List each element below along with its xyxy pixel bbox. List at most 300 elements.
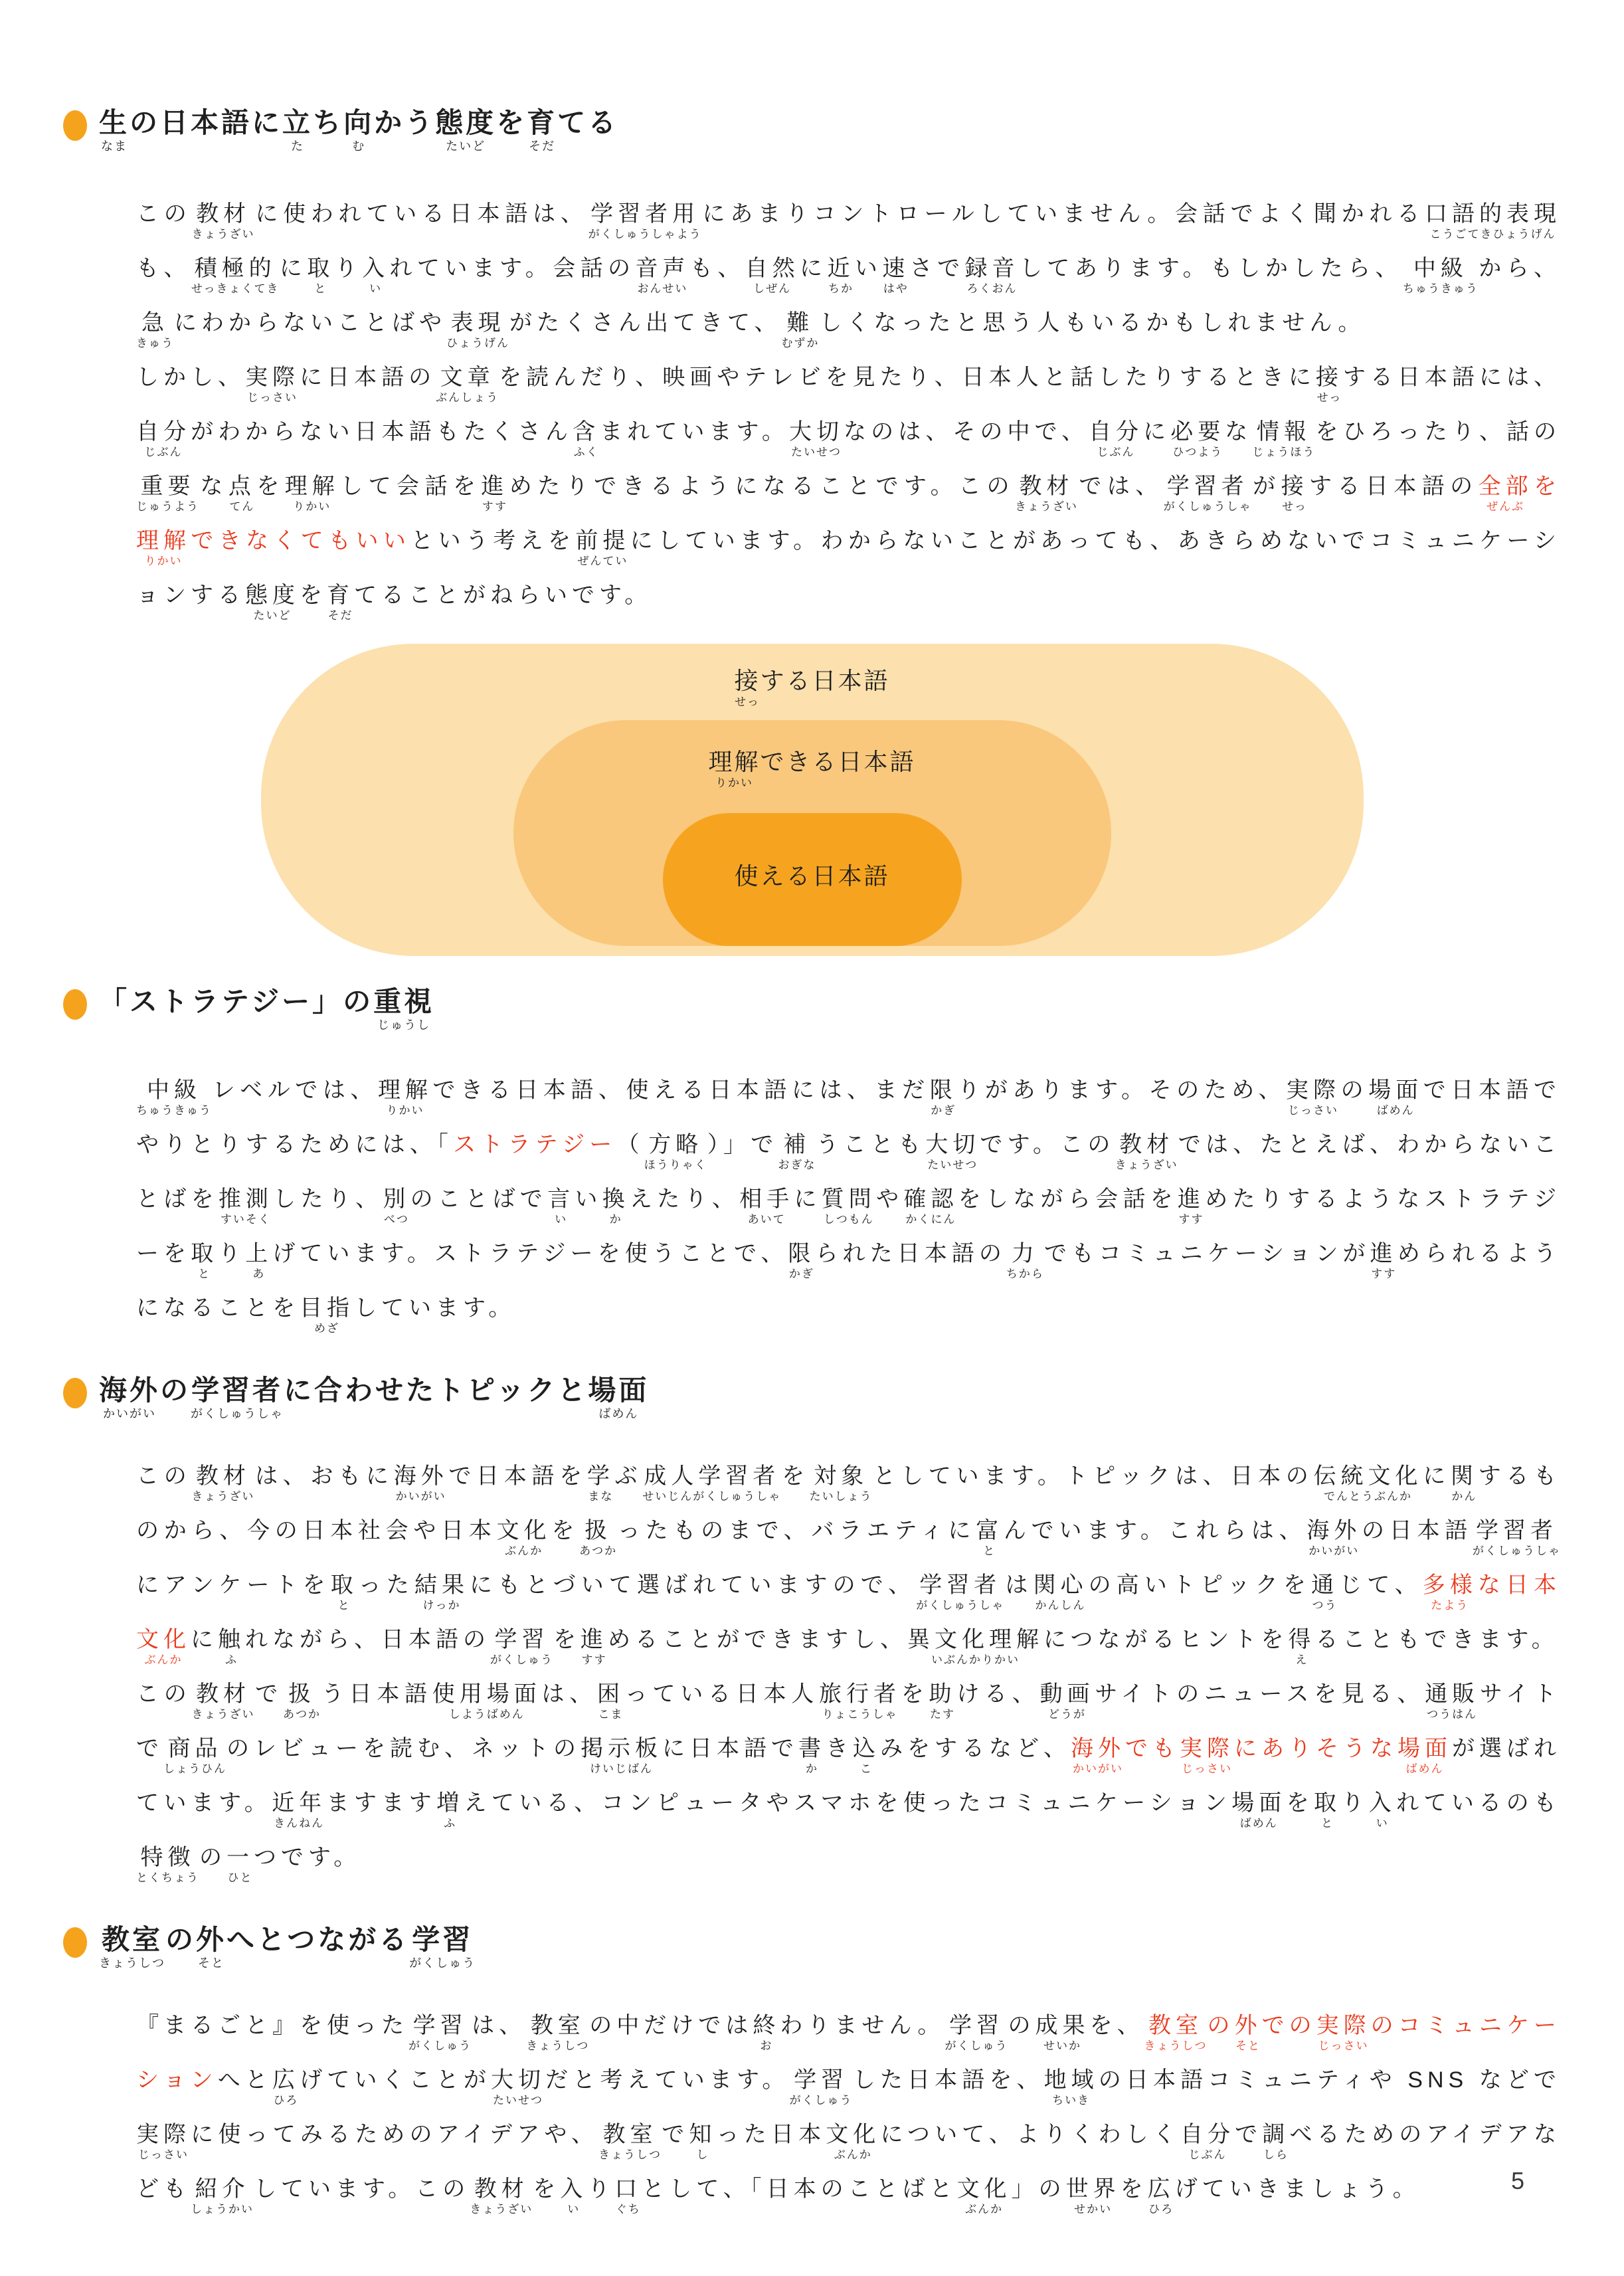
outer-ellipse-label: [734, 668, 889, 708]
text-run: えている、コンピュータやスマホを使ったコミュニケーション: [464, 1790, 1232, 1816]
text-run: 「ストラテジー」の: [99, 986, 374, 1017]
ruby-group: 海外 かいがい: [1071, 1736, 1125, 1775]
page-number: 5: [1510, 2167, 1524, 2194]
ruby-group: 学習 がくしゅう: [408, 2013, 472, 2052]
ruby-group: 入 い: [362, 256, 390, 295]
ruby-group: 文章 ぶんしょう: [436, 365, 499, 404]
ruby-group: 文化 ぶんか: [826, 2122, 881, 2161]
text-run: 」の: [1011, 2176, 1066, 2202]
ruby-group: 伝統文化 でんとうぶんか: [1313, 1464, 1423, 1503]
text-run: しかし、: [136, 365, 246, 390]
ruby-group: 外 そと: [1234, 2013, 1262, 2052]
ruby-group: 重要 じゅうよう: [136, 474, 199, 513]
ruby-group: 知 し: [689, 2122, 717, 2161]
text-run: に: [799, 256, 828, 281]
ruby-group: 扱 あつか: [283, 1681, 321, 1721]
ruby-group: 理解 りかい: [708, 748, 761, 789]
text-run: しています。この: [254, 2176, 470, 2202]
text-run: の: [1207, 2013, 1235, 2038]
text-run: にありそうな: [1234, 1736, 1398, 1761]
text-run: り: [587, 2176, 615, 2202]
text-run: の: [1008, 2013, 1036, 2038]
text-run: で: [254, 1681, 283, 1707]
text-run: サイトのニュースを見る、: [1094, 1681, 1425, 1707]
ruby-group: 言 い: [547, 1186, 575, 1226]
text-run: にアンケートを: [136, 1572, 331, 1598]
text-run: として、「日本のことばと: [642, 2176, 957, 2202]
text-run: の日本語コミュニティや SNS などで: [1098, 2067, 1562, 2093]
ruby-group: 場面 ばめん: [1398, 1736, 1452, 1775]
text-run: を: [533, 2176, 561, 2202]
text-run: げていきましょう。: [1174, 2176, 1420, 2202]
ruby-group: 扱 あつか: [579, 1518, 618, 1557]
ruby-group: 広 ひろ: [272, 2067, 300, 2107]
text-run: サイトで: [136, 1681, 1562, 1761]
ruby-group: 換 か: [602, 1186, 630, 1226]
ruby-group: 外 そと: [196, 1924, 227, 1970]
ruby-group: 通販 つうはん: [1425, 1681, 1480, 1721]
text-run: するものから、今の日本社会や日本: [136, 1464, 1562, 1543]
ruby-group: 一 ひと: [226, 1845, 254, 1884]
text-run: げていくことが: [299, 2067, 491, 2093]
text-run: できなくてもいい: [191, 528, 411, 553]
text-run: この: [136, 1681, 192, 1707]
ruby-group: 難 むずか: [781, 310, 820, 349]
text-run: めたりできるようになることです。この: [508, 474, 1015, 499]
ruby-group: 方略 ほうりゃく: [644, 1132, 707, 1171]
text-run: げています。ストラテジーを使うことで、: [272, 1241, 788, 1266]
ruby-group: 文化 ぶんか: [136, 1627, 191, 1666]
ruby-group: 接 せっ: [734, 667, 761, 708]
ruby-group: 地域 ちいき: [1043, 2067, 1099, 2107]
text-run: しくなったと思う人もいるかもしれません。: [819, 310, 1366, 335]
text-run: の日本語に: [130, 107, 283, 138]
text-run: に: [1143, 419, 1171, 444]
ruby-group: 困 こま: [597, 1681, 624, 1721]
text-run: なのは、その中で、: [843, 419, 1089, 444]
text-run: の高いトピックを: [1087, 1572, 1311, 1598]
text-run: ち: [313, 107, 344, 138]
paragraph: [136, 1667, 1561, 1885]
ruby-group: 教室 きょうしつ: [526, 2013, 590, 2052]
text-run: へとつながる: [226, 1924, 410, 1955]
ruby-group: 動画 どうが: [1039, 1681, 1095, 1721]
text-run: がわからない日本語もたくさん: [191, 419, 573, 444]
ruby-group: 実際 じっさい: [1286, 1078, 1341, 1117]
ruby-group: 別 べつ: [383, 1186, 410, 1226]
ruby-group: 進 すす: [1177, 1186, 1205, 1226]
ruby-group: 急 きゅう: [136, 310, 174, 349]
ruby-group: 情報 じょうほう: [1252, 419, 1316, 458]
text-run: する日本語の: [1308, 474, 1479, 499]
ruby-group: 全部 ぜんぶ: [1478, 474, 1533, 513]
ruby-group: 入 い: [1368, 1790, 1396, 1830]
text-run: のことばで: [410, 1186, 548, 1212]
text-run: にあまりコントロールしていません。会話でよく聞かれる: [701, 201, 1425, 227]
text-run: てることがねらいです。: [354, 583, 652, 608]
ruby-group: 積極的 せっきょくてき: [191, 256, 280, 295]
paragraph: [136, 1063, 1561, 1335]
ruby-group: 特徴 とくちょう: [136, 1845, 199, 1884]
ruby-group: 上 あ: [245, 1241, 273, 1280]
ruby-group: 生 なま: [99, 107, 130, 153]
text-run: での: [1261, 2013, 1316, 2038]
text-run: の: [1340, 1078, 1369, 1103]
ruby-group: 音声 おんせい: [635, 256, 690, 295]
ruby-group: 目指 めざ: [300, 1295, 354, 1335]
text-run: してあります。もしかしたら、: [1019, 256, 1403, 281]
text-run: は、: [541, 1681, 597, 1707]
text-run: れながら、日本語の: [245, 1627, 490, 1652]
ruby-group: 育 そだ: [527, 107, 558, 153]
text-run: を: [553, 1627, 581, 1652]
text-run: を: [1120, 2176, 1148, 2202]
text-run: ける、: [956, 1681, 1040, 1707]
text-run: でも: [1125, 1736, 1180, 1761]
middle-ellipse-label: [708, 749, 915, 789]
ruby-group: 商品 しょうひん: [163, 1736, 226, 1775]
ruby-group: 教材 きょうざい: [191, 1681, 255, 1721]
text-run: な: [199, 474, 228, 499]
text-run: で日本語を: [448, 1464, 587, 1489]
text-run: （: [616, 1132, 644, 1157]
text-run: する日本語: [760, 667, 890, 694]
ruby-group: 向 む: [343, 107, 375, 153]
ruby-group: 教室 きょうしつ: [99, 1924, 165, 1970]
ruby-group: 学習者 がくしゅうしゃ: [916, 1572, 1005, 1612]
text-run: の: [165, 1924, 197, 1955]
text-run: この: [136, 201, 192, 227]
ruby-group: 助 たす: [929, 1681, 956, 1721]
ruby-group: 学習者 がくしゅうしゃ: [1163, 474, 1252, 513]
text-run: った: [357, 1572, 414, 1598]
ruby-group: 限 かぎ: [788, 1241, 816, 1280]
text-run: も、: [136, 256, 191, 281]
text-run: です。この: [980, 1132, 1115, 1157]
ruby-group: 関 かん: [1450, 1464, 1478, 1503]
ruby-group: 教材 きょうざい: [1014, 474, 1078, 513]
text-run: かう: [374, 107, 436, 138]
ruby-group: 世界 せかい: [1065, 2176, 1121, 2216]
ruby-group: 教室 きょうしつ: [598, 2122, 662, 2161]
ruby-group: 学 まな: [586, 1464, 614, 1503]
text-run: に: [1422, 1464, 1451, 1489]
ruby-group: 取 と: [307, 256, 335, 295]
ruby-group: 学習 がくしゅう: [490, 1627, 553, 1666]
orange-bullet-icon: [63, 110, 87, 141]
text-run: な: [1225, 419, 1253, 444]
ruby-group: 対象 たいしょう: [809, 1464, 873, 1503]
ruby-group: 実際 じっさい: [245, 365, 300, 404]
text-run: のレビューを読む、ネットの: [226, 1736, 581, 1761]
ruby-group: 点 てん: [228, 474, 256, 513]
ruby-group: 中級 ちゅうきゅう: [1402, 256, 1479, 295]
section-heading-raw-japanese: [63, 106, 1561, 152]
text-run: が: [1251, 474, 1281, 499]
text-run: まれています。: [600, 419, 789, 444]
section-title: [99, 106, 618, 152]
section-body-outside-classroom: [136, 1998, 1561, 2216]
ruby-group: 広 ひろ: [1147, 2176, 1175, 2216]
ruby-group: 大切 たいせつ: [491, 2067, 545, 2107]
ruby-group: 理解 りかい: [136, 528, 191, 567]
nested-japanese-scope-diagram: [63, 644, 1561, 956]
ruby-group: 進 すす: [581, 1627, 608, 1666]
ruby-group: 近年 きんねん: [272, 1790, 327, 1830]
text-run: う日本語: [321, 1681, 432, 1707]
ruby-group: 場面 ばめん: [1368, 1078, 1423, 1117]
text-run: をひろったり、話の: [1315, 419, 1562, 444]
text-run: では、たとえば、わからないことばを: [136, 1132, 1562, 1212]
text-run: この: [136, 1464, 192, 1489]
section-title: [99, 1374, 649, 1420]
text-run: めたりするようなストラテジーを: [136, 1186, 1562, 1266]
ruby-group: 掲示板 けいじばん: [581, 1736, 662, 1775]
text-run: り: [218, 1241, 246, 1266]
ruby-group: 大切 たいせつ: [925, 1132, 980, 1171]
text-run: を読んだり、映画やテレビを見たり、日本人と話したりするときに: [499, 365, 1316, 390]
text-run: に日本語で: [662, 1736, 798, 1761]
ruby-group: 取 と: [330, 1572, 358, 1612]
text-run: した日本語を、: [852, 2067, 1044, 2093]
text-run: べるためのアイデアなども: [136, 2122, 1562, 2202]
ruby-group: 紹介 しょうかい: [191, 2176, 254, 2216]
text-run: できる日本語、使える日本語には、まだ: [432, 1078, 930, 1103]
text-run: じて、: [1338, 1572, 1423, 1598]
ruby-group: 文化 ぶんか: [496, 1518, 551, 1557]
ruby-group: 触 ふ: [218, 1627, 245, 1666]
ruby-group: 富 と: [976, 1518, 1004, 1557]
text-run: んでいます。これらは、: [1003, 1518, 1307, 1543]
text-run: き: [826, 1736, 853, 1761]
ruby-group: 実際 じっさい: [136, 2122, 191, 2161]
text-run: を: [551, 1518, 580, 1543]
ruby-group: 近 ちか: [827, 256, 855, 295]
ruby-group: 教材 きょうざい: [191, 1464, 255, 1503]
ruby-group: 理解 りかい: [377, 1078, 432, 1117]
ruby-group: 増 ふ: [436, 1790, 464, 1830]
ruby-group: 自分 じぶん: [1089, 419, 1144, 458]
text-run: が選ばれています。: [136, 1736, 1561, 1816]
text-run: という考えを: [410, 528, 576, 553]
ruby-group: 接 せっ: [1315, 365, 1343, 404]
section-title: [99, 985, 434, 1031]
text-run: い: [575, 1186, 602, 1212]
text-run: に日本語の: [300, 365, 436, 390]
text-run: の中だけでは: [589, 2013, 753, 2038]
ruby-group: 口語的表現 こうごてきひょうげん: [1425, 201, 1562, 240]
ruby-group: 学習者 がくしゅうしゃ: [191, 1375, 284, 1420]
ruby-group: 質問 しつもん: [821, 1186, 876, 1226]
ruby-group: 通 つう: [1311, 1572, 1338, 1612]
text-run: られた日本語の: [815, 1241, 1006, 1266]
text-run: うことも: [816, 1132, 926, 1157]
text-run: った日本: [716, 2122, 826, 2147]
text-run: で: [1234, 2122, 1263, 2147]
text-run: 使える日本語: [734, 862, 890, 890]
text-run: がたくさん出てきて、: [509, 310, 782, 335]
text-run: さで: [909, 256, 965, 281]
ruby-group: 含 ふく: [573, 419, 600, 458]
text-run: へと: [217, 2067, 272, 2093]
text-run: り: [1341, 1790, 1369, 1816]
text-run: を: [300, 583, 327, 608]
ruby-group: 進 すす: [1370, 1241, 1398, 1280]
ruby-group: 力 ちから: [1006, 1241, 1044, 1280]
text-run: ますます: [326, 1790, 437, 1816]
ruby-group: 海外 かいがい: [99, 1375, 161, 1420]
section-title: [99, 1923, 476, 1969]
ruby-group: 得 え: [1288, 1627, 1316, 1666]
text-run: みをするなど、: [880, 1736, 1071, 1761]
ruby-group: 教室 きょうしつ: [1144, 2013, 1208, 2052]
text-run: を: [781, 1464, 810, 1489]
inner-ellipse-label: [734, 863, 889, 890]
text-run: レベルでは、: [212, 1078, 378, 1103]
ruby-group: 成人学習者 せいじんがくしゅうしゃ: [642, 1464, 782, 1503]
text-run: つです。: [254, 1845, 361, 1870]
text-run: したり、: [272, 1186, 383, 1212]
text-run: しています。: [354, 1295, 516, 1321]
text-run: に使ってみるためのアイデアや、: [191, 2122, 599, 2147]
text-run: を: [1286, 1790, 1314, 1816]
ruby-group: 教材 きょうざい: [1115, 1132, 1178, 1171]
text-run: めることができますし、: [608, 1627, 907, 1652]
ruby-group: 育 そだ: [327, 583, 354, 622]
ruby-group: 学習者 がくしゅうしゃ: [1473, 1518, 1562, 1557]
section-heading-strategy: [63, 985, 1561, 1031]
text-run: に: [794, 1186, 822, 1212]
ruby-group: 中級 ちゅうきゅう: [136, 1078, 212, 1117]
ruby-group: 取 と: [191, 1241, 219, 1280]
text-run: や: [875, 1186, 904, 1212]
ruby-group: 文化 ぶんか: [956, 2176, 1012, 2216]
section-body-raw-japanese: [136, 187, 1561, 622]
ruby-group: 推測 すいそく: [218, 1186, 273, 1226]
text-run: は: [1004, 1572, 1034, 1598]
ruby-group: 実際 じっさい: [1316, 2013, 1371, 2052]
text-run: ることもできます。: [1315, 1627, 1559, 1652]
ruby-group: 使用場面 しようばめん: [432, 1681, 541, 1721]
text-run: な日本: [1477, 1572, 1562, 1598]
text-run: は、おもに: [254, 1464, 394, 1489]
section-heading-overseas-topics: [63, 1374, 1561, 1420]
ruby-group: 確認 かくにん: [903, 1186, 958, 1226]
ruby-group: 込 こ: [853, 1736, 880, 1775]
ruby-group: 自分 じぶん: [136, 419, 191, 458]
ruby-group: 態度 たいど: [435, 107, 497, 153]
ruby-group: 重視 じゅうし: [373, 986, 435, 1032]
text-run: で: [662, 2122, 689, 2147]
text-run: の: [199, 1845, 226, 1870]
paragraph: [136, 350, 1561, 622]
text-run: で日本語でやりとりするためには、「: [136, 1078, 1562, 1157]
text-run: を、: [1089, 2013, 1144, 2038]
text-run: をしながら会話を: [958, 1186, 1178, 1212]
text-run: のコミュニケーション: [136, 2013, 1562, 2093]
ruby-group: 立 た: [282, 107, 314, 153]
text-run: い: [854, 256, 883, 281]
ruby-group: 前提 ぜんてい: [575, 528, 630, 567]
ruby-group: 海外 かいがい: [393, 1464, 448, 1503]
ruby-group: 録音 ろくおん: [964, 256, 1020, 295]
ruby-group: 成果 せいか: [1035, 2013, 1090, 2052]
text-run: ストラテジー: [453, 1132, 617, 1157]
ruby-group: 自分 じぶん: [1180, 2122, 1235, 2161]
text-run: に: [191, 1627, 218, 1652]
ruby-group: 結果 けっか: [414, 1572, 469, 1612]
paragraph: [136, 1449, 1561, 1667]
paragraph: [136, 187, 1561, 350]
text-run: えたり、: [629, 1186, 740, 1212]
text-run: を: [255, 474, 285, 499]
ruby-group: 関心 かんしん: [1033, 1572, 1088, 1612]
text-run: でもコミュニケーションが: [1043, 1241, 1370, 1266]
text-run: につながるヒントを: [1043, 1627, 1289, 1652]
ruby-group: 海外 かいがい: [1307, 1518, 1362, 1557]
text-run: して会話を: [339, 474, 482, 499]
ruby-group: 必要 ひつよう: [1170, 419, 1225, 458]
ruby-group: 口 ぐち: [614, 2176, 642, 2216]
ruby-group: 書 か: [798, 1736, 826, 1775]
text-run: の: [160, 1375, 191, 1406]
text-run: も、: [689, 256, 745, 281]
ruby-group: 入 い: [560, 2176, 588, 2216]
text-run: ぶ: [614, 1464, 643, 1489]
ruby-group: 学習 がくしゅう: [409, 1924, 476, 1970]
text-run: れているのも: [1396, 1790, 1562, 1816]
text-run: りがあります。そのため、: [956, 1078, 1287, 1103]
ruby-group: 教材 きょうざい: [470, 2176, 533, 2216]
ruby-group: 限 かぎ: [929, 1078, 957, 1117]
ruby-group: 相手 あいて: [739, 1186, 794, 1226]
ruby-group: 補 おぎな: [778, 1132, 816, 1171]
text-run: れています。会話の: [389, 256, 636, 281]
text-run: では、: [1077, 474, 1164, 499]
ruby-group: 大切 たいせつ: [788, 419, 844, 458]
text-run: り: [334, 256, 363, 281]
ruby-group: 学習者用 がくしゅうしゃよう: [588, 201, 702, 240]
text-run: 『まるごと』を使った: [136, 2013, 409, 2038]
orange-bullet-icon: [63, 1927, 87, 1958]
ruby-group: 態度 たいど: [245, 583, 300, 622]
ruby-group: 旅行者 りょこうしゃ: [819, 1681, 901, 1721]
text-run: てる: [557, 107, 619, 138]
text-run: する日本語には、: [1342, 365, 1562, 390]
text-run: ）」で: [707, 1132, 778, 1157]
ruby-group: 異文化理解 いぶんかりかい: [907, 1627, 1043, 1666]
text-run: ったものまで、バラエティに: [617, 1518, 976, 1543]
ruby-group: 多様 たよう: [1422, 1572, 1477, 1612]
text-run: から、: [1478, 256, 1562, 281]
text-run: にしています。わからないことがあっても、あきらめないでコミュニケーションする: [136, 528, 1562, 608]
ruby-group: 調 しら: [1262, 2122, 1290, 2161]
text-run: わりません。: [780, 2013, 945, 2038]
text-run: できる日本語: [760, 748, 916, 775]
ruby-group: 速 はや: [882, 256, 910, 295]
orange-bullet-icon: [63, 1378, 87, 1408]
text-run: められるようになることを: [136, 1241, 1562, 1321]
text-run: っている日本人: [624, 1681, 819, 1707]
ruby-group: 理解 りかい: [284, 474, 339, 513]
text-run: を: [496, 107, 527, 138]
ruby-group: 学習 がくしゅう: [945, 2013, 1008, 2052]
section-body-strategy: [136, 1063, 1561, 1335]
ruby-group: 自然 しぜん: [745, 256, 800, 295]
section-body-overseas-topics: [136, 1449, 1561, 1885]
text-run: は、: [472, 2013, 527, 2038]
text-run: を: [901, 1681, 929, 1707]
